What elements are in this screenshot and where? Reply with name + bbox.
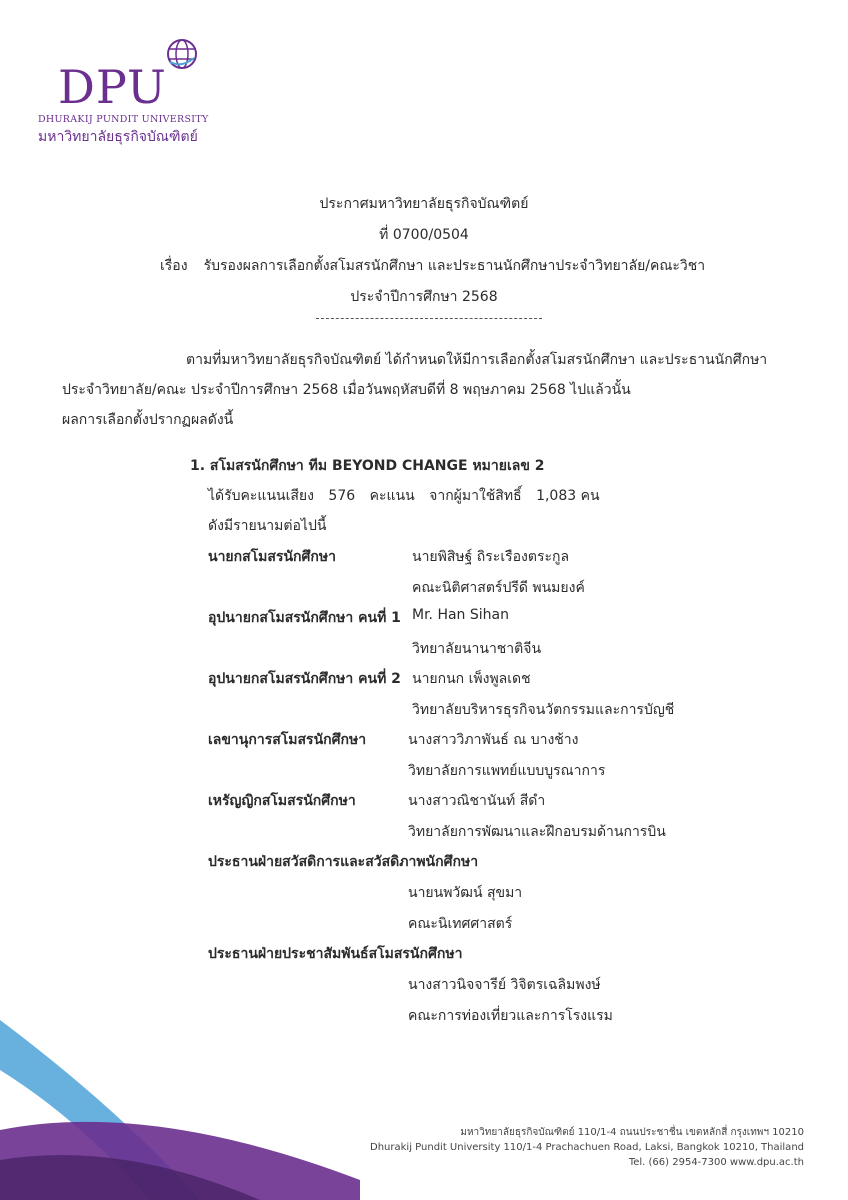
footer-address (370, 1125, 804, 1170)
intro-paragraph (62, 345, 792, 435)
member-role: ประธานฝ่ายสวัสดิการและสวัสดิภาพนักศึกษา (208, 854, 479, 870)
list-intro: ดังมีรายนามต่อไปนี้ (208, 518, 327, 534)
member-faculty: วิทยาลัยนานาชาติจีน (412, 641, 542, 657)
member-faculty: วิทยาลัยการพัฒนาและฝึกอบรมด้านการบิน (408, 824, 666, 840)
member-name: นางสาวณิชานันท์ สีดำ (408, 793, 546, 809)
member-faculty: คณะนิติศาสตร์ปรีดี พนมยงค์ (412, 580, 585, 596)
member-name: นายกนก เพ็งพูลเดช (412, 671, 531, 687)
announcement-subject (160, 255, 705, 277)
voter-count: 1,083 คน (536, 488, 600, 504)
logo-name-th: มหาวิทยาลัยธุรกิจบัณฑิตย์ (38, 129, 198, 145)
member-faculty: วิทยาลัยการแพทย์แบบบูรณาการ (408, 763, 606, 779)
member-faculty: คณะนิเทศศาสตร์ (408, 916, 513, 932)
member-role: เหรัญญิกสโมสรนักศึกษา (208, 793, 356, 809)
member-name: นางสาวนิจจารีย์ วิจิตรเฉลิมพงษ์ (408, 977, 601, 993)
member-role: อุปนายกสโมสรนักศึกษา คนที่ 2 (208, 671, 401, 687)
logo-mark: DPU (58, 60, 167, 114)
member-faculty: วิทยาลัยบริหารธุรกิจนวัตกรรมและการบัญชี (412, 702, 675, 718)
decorative-swoosh (0, 1010, 848, 1200)
intro-line: ตามที่มหาวิทยาลัยธุรกิจบัณฑิตย์ ได้กำหนดให้มีการเลือกตั้งสโมสรนักศึกษา และประธานนักศึกษา (186, 352, 768, 368)
member-name: นายพิสิษฐ์ ถิระเรืองตระกูล (412, 549, 570, 565)
vote-summary (208, 485, 610, 507)
subject-label: เรื่อง (160, 258, 188, 274)
vote-count: 576 (328, 488, 356, 504)
dpu-logo (38, 38, 208, 148)
member-name: Mr. Han Sihan (412, 607, 509, 623)
member-role: อุปนายกสโมสรนักศึกษา คนที่ 1 (208, 610, 401, 626)
vote-label: ได้รับคะแนนเสียง (208, 488, 314, 504)
member-role: นายกสโมสรนักศึกษา (208, 549, 336, 565)
logo-name-en: DHURAKIJ PUNDIT UNIVERSITY (38, 114, 209, 125)
member-role: เลขานุการสโมสรนักศึกษา (208, 732, 367, 748)
intro-line: ประจำวิทยาลัย/คณะ ประจำปีการศึกษา 2568 เมื่อวันพฤหัสบดีที่ 8 พฤษภาคม 2568 ไปแล้วนั้น (62, 382, 631, 398)
separator-line (316, 318, 542, 319)
footer-contact: Tel. (66) 2954-7300 www.dpu.ac.th (628, 1157, 804, 1168)
section-heading: 1. สโมสรนักศึกษา ทีม BEYOND CHANGE หมายเลข 2 (190, 458, 545, 474)
academic-year: ประจำปีการศึกษา 2568 (350, 289, 498, 305)
member-name: นางสาววิภาพันธ์ ณ บางช้าง (408, 732, 579, 748)
member-faculty: คณะการท่องเที่ยวและการโรงแรม (408, 1008, 613, 1024)
intro-line: ผลการเลือกตั้งปรากฏผลดังนี้ (62, 412, 234, 428)
footer-address-en: Dhurakij Pundit University 110/1-4 Prachachuen Road, Laksi, Bangkok 10210, Thailand (370, 1142, 804, 1153)
member-name: นายนพวัฒน์ สุขมา (408, 885, 523, 901)
announcement-title: ประกาศมหาวิทยาลัยธุรกิจบัณฑิตย์ (319, 196, 529, 212)
announcement-number: ที่ 0700/0504 (379, 227, 469, 243)
subject-text: รับรองผลการเลือกตั้งสโมสรนักศึกษา และประธานนักศึกษาประจำวิทยาลัย/คณะวิชา (203, 258, 706, 274)
voter-label: จากผู้มาใช้สิทธิ์ (429, 488, 522, 504)
footer-address-th: มหาวิทยาลัยธุรกิจบัณฑิตย์ 110/1-4 ถนนประชาชื่น เขตหลักสี่ กรุงเทพฯ 10210 (460, 1127, 804, 1138)
member-role: ประธานฝ่ายประชาสัมพันธ์สโมสรนักศึกษา (208, 946, 463, 962)
globe-icon (166, 38, 198, 70)
vote-unit: คะแนน (369, 488, 415, 504)
